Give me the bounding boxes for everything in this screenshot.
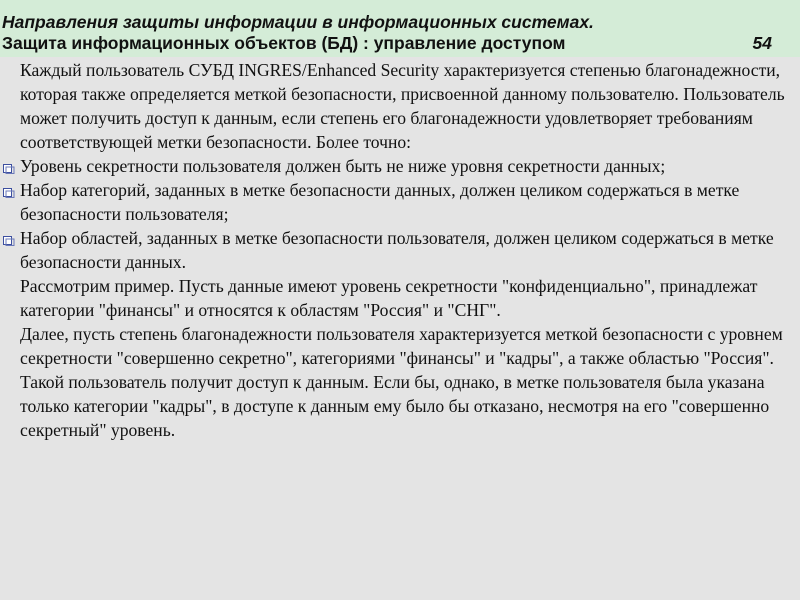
bullet-text: Набор областей, заданных в метке безопасности пользователя, должен целиком содержаться в метке безопасности данных. [20, 228, 774, 272]
slide-header [0, 0, 800, 57]
conclusion-paragraph: Далее, пусть степень благонадежности пользователя характеризуется меткой безопасности с уровнем секретности "совершенно секретно", категориями "финансы" и "кадры", а также областью "Россия". Такой пользователь получит доступ к данным. Если бы, однако, в метке пользователя была указана только категории "кадры", в доступе к данным ему было бы отказано, несмотря на его "совершенно секретный" уровень. [20, 324, 783, 440]
slide-body [0, 58, 800, 442]
list-item [0, 226, 800, 274]
list-item [0, 178, 800, 226]
list-item [0, 154, 800, 178]
example-paragraph: Рассмотрим пример. Пусть данные имеют уровень секретности "конфиденциально", принадлежат категории "финансы" и относятся к областям "Россия" и "СНГ". [20, 276, 758, 320]
bullet-text: Уровень секретности пользователя должен быть не ниже уровня секретности данных; [20, 156, 666, 176]
intro-paragraph: Каждый пользователь СУБД INGRES/Enhanced Security характеризуется степенью благонадежности, которая также определяется меткой безопасности, присвоенной данному пользователю. Пользователь может получить доступ к данным, если степень его благонадежности удовлетворяет требованиям соответствующей метки безопасности. Более точно: [20, 60, 785, 152]
square-bullet-icon [3, 154, 17, 178]
square-bullet-icon [3, 178, 17, 202]
header-title-line1: Направления защиты информации в информационных системах. [2, 12, 594, 32]
page-number: 54 [752, 33, 772, 53]
bullet-text: Набор категорий, заданных в метке безопасности данных, должен целиком содержаться в метке безопасности пользователя; [20, 180, 740, 224]
square-bullet-icon [3, 226, 17, 250]
header-title-line2: Защита информационных объектов (БД) : управление доступом [2, 33, 566, 53]
